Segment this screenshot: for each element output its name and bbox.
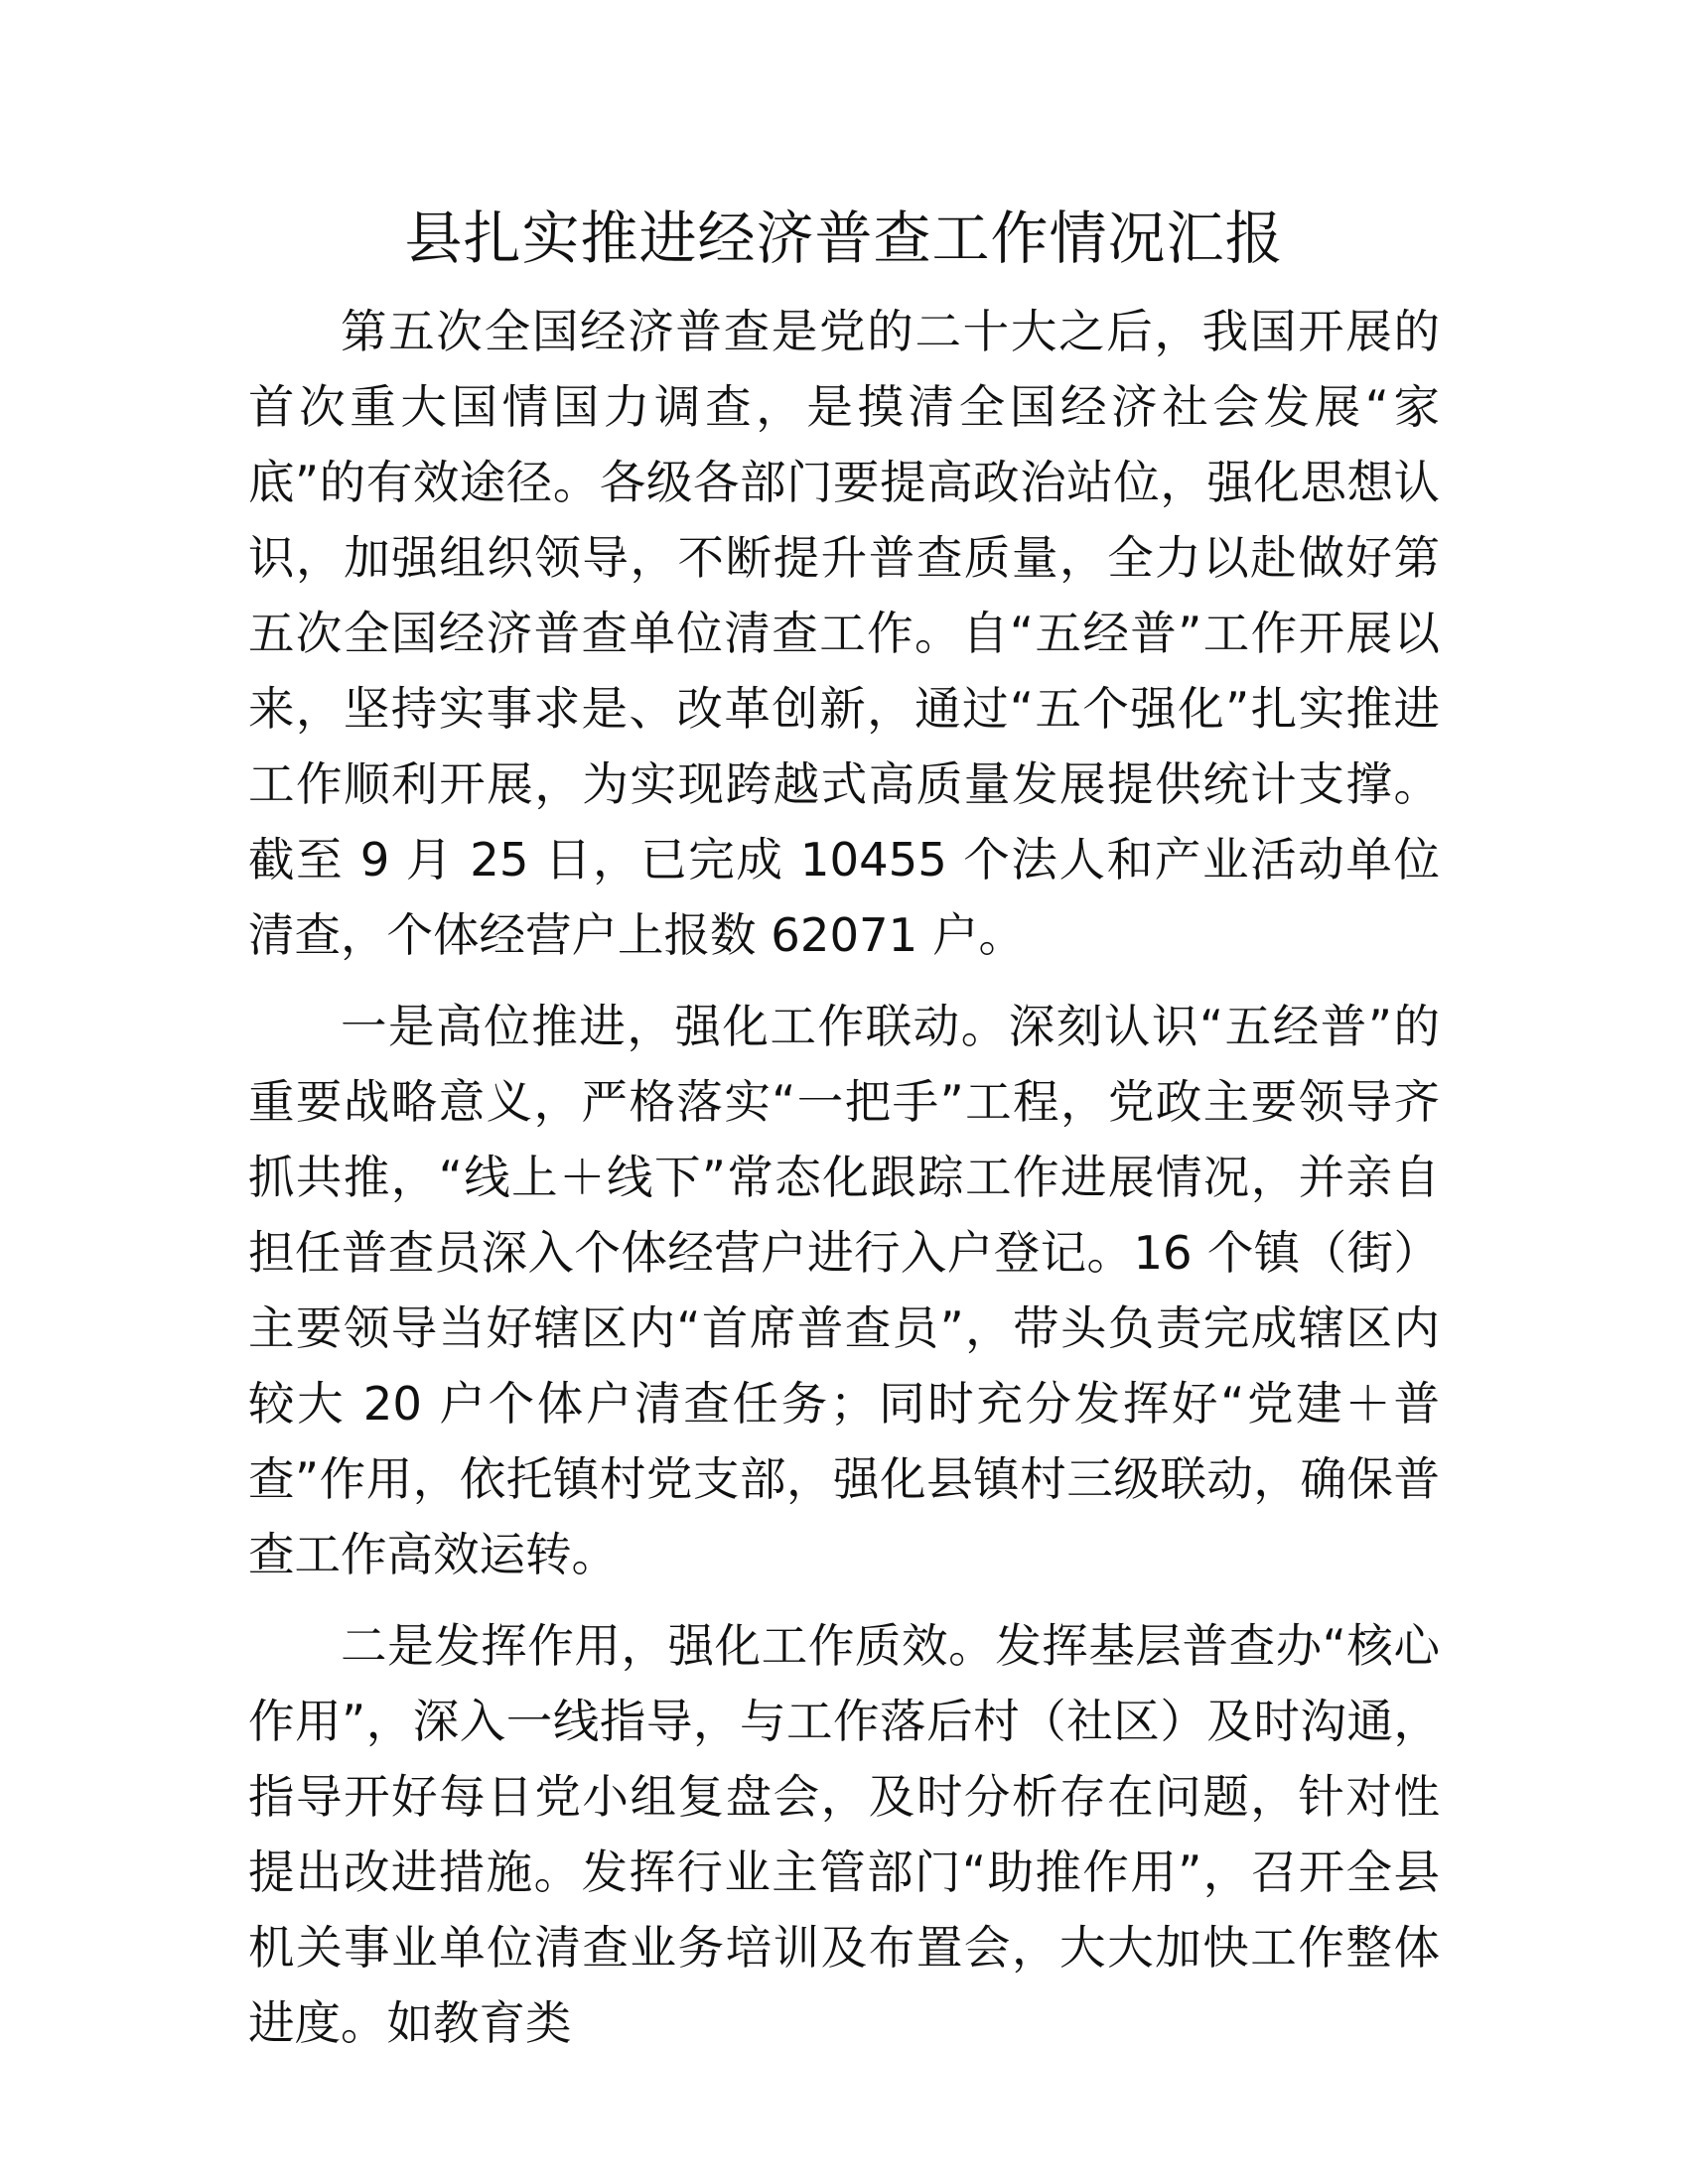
paragraph-point-one: 一是高位推进，强化工作联动。深刻认识“五经普”的重要战略意义，严格落实“一把手”工程，党政主要领导齐抓共推，“线上＋线下”常态化跟踪工作进展情况，并亲自担任普查员深入个体经营户进行入户登记。16 个镇（街）主要领导当好辖区内“首席普查员”，带头负责完成辖区内较大 20 户个体户清查任务；同时充分发挥好“党建＋普查”作用，依托镇村党支部，强化县镇村三级联动，确保普查工作高效运转。 [248, 1000, 1440, 1581]
paragraph-intro: 第五次全国经济普查是党的二十大之后，我国开展的首次重大国情国力调查，是摸清全国经济社会发展“家底”的有效途径。各级各部门要提高政治站位，强化思想认识，加强组织领导，不断提升普查质量，全力以赴做好第五次全国经济普查单位清查工作。自“五经普”工作开展以来，坚持实事求是、改革创新，通过“五个强化”扎实推进工作顺利开展，为实现跨越式高质量发展提供统计支撑。截至 9 月 25 日，已完成 10455 个法人和产业活动单位清查，个体经营户上报数 62071 户。 [248, 305, 1440, 962]
document-title: 县扎实推进经济普查工作情况汇报 [404, 205, 1284, 272]
paragraph-point-two: 二是发挥作用，强化工作质效。发挥基层普查办“核心作用”，深入一线指导，与工作落后村（社区）及时沟通，指导开好每日党小组复盘会，及时分析存在问题，针对性提出改进措施。发挥行业主管部门“助推作用”，召开全县机关事业单位清查业务培训及布置会，大大加快工作整体进度。如教育类 [248, 1619, 1440, 2050]
document-body [248, 294, 1440, 2077]
